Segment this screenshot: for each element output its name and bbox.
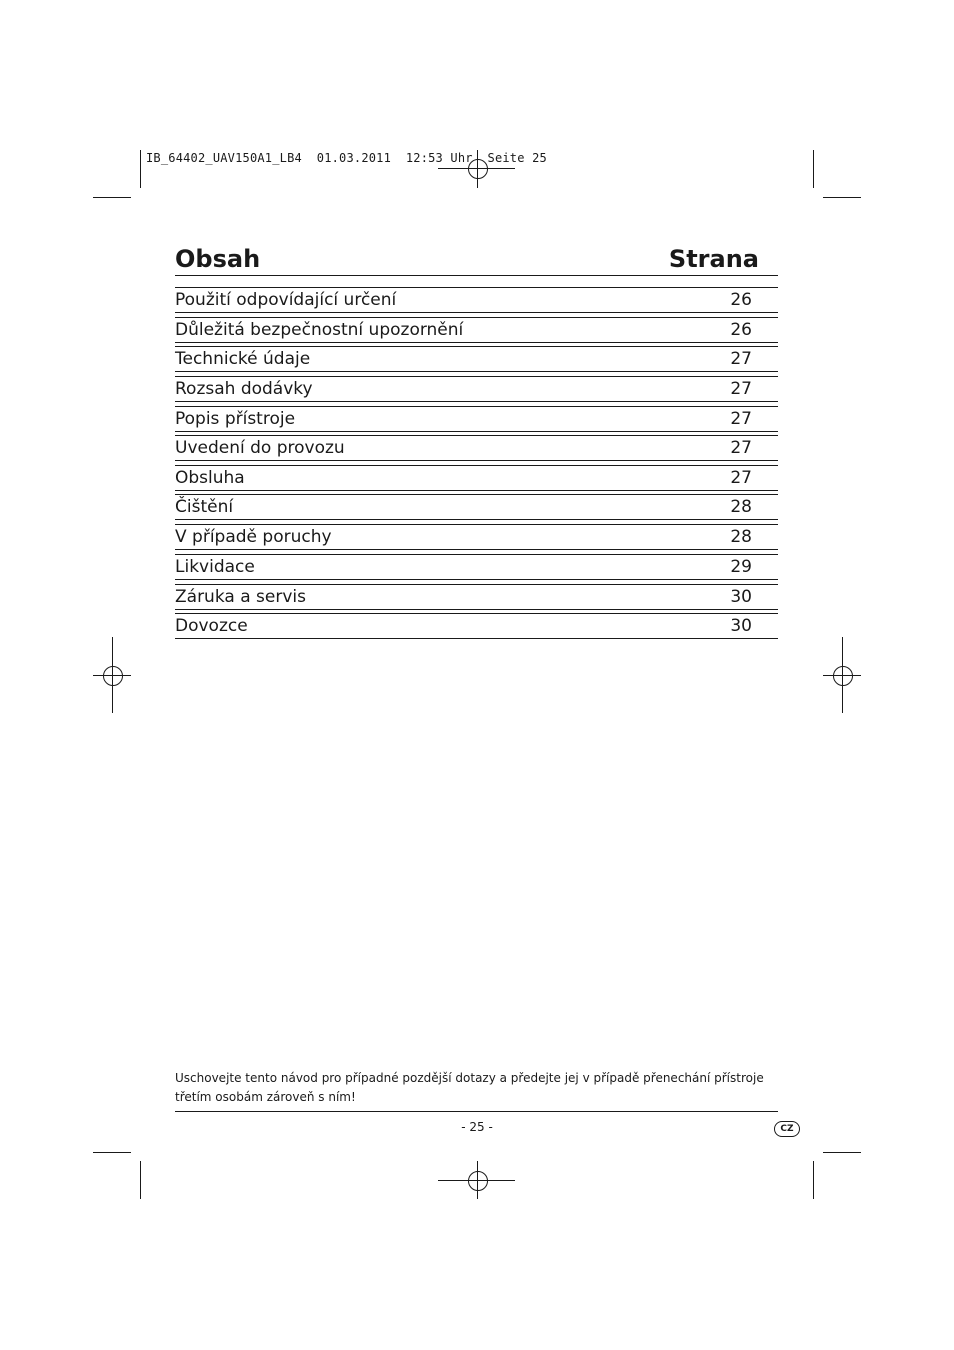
toc-entry[interactable] (175, 613, 778, 639)
crop-mark (140, 1161, 141, 1199)
toc-entry[interactable] (175, 465, 778, 491)
toc-entry-label: Důležitá bezpečnostní upozornění (175, 320, 464, 340)
toc-entry[interactable] (175, 376, 778, 402)
toc-entry-label: Likvidace (175, 557, 255, 577)
page-title: Obsah (175, 245, 261, 273)
crop-mark (823, 1152, 861, 1153)
toc-entry-label: Technické údaje (175, 349, 311, 369)
toc-entry-page: 27 (730, 438, 752, 458)
toc-entry-page: 30 (730, 587, 752, 607)
language-badge: CZ (774, 1121, 800, 1137)
print-slug: IB_64402_UAV150A1_LB4 01.03.2011 12:53 Uhr Seite 25 (146, 151, 547, 165)
crop-mark (93, 1152, 131, 1153)
toc-entry-label: Rozsah dodávky (175, 379, 313, 399)
footer-note: Uschovejte tento návod pro případné pozdější dotazy a předejte jej v případě přenechání přístroje třetím osobám zároveň s ním! (175, 1071, 764, 1104)
toc-entry-label: Obsluha (175, 468, 245, 488)
toc-entry-page: 26 (730, 320, 752, 340)
toc-entry-label: Dovozce (175, 616, 248, 636)
toc-entry-label: Čištění (175, 497, 234, 517)
crop-mark (813, 150, 814, 188)
toc-entry-label: Uvedení do provozu (175, 438, 345, 458)
toc-entry[interactable] (175, 584, 778, 610)
crop-mark (140, 150, 141, 188)
toc-entry-page: 27 (730, 379, 752, 399)
toc-entry-label: Popis přístroje (175, 409, 296, 429)
footer-rule (175, 1111, 778, 1112)
toc-entry-page: 28 (730, 497, 752, 517)
toc-entry[interactable] (175, 317, 778, 343)
toc-entry[interactable] (175, 554, 778, 580)
crop-mark (813, 1161, 814, 1199)
toc-entry-label: Použití odpovídající určení (175, 290, 397, 310)
crop-mark (93, 197, 131, 198)
toc-entry[interactable] (175, 287, 778, 313)
toc-entry-page: 29 (730, 557, 752, 577)
toc-entry[interactable] (175, 346, 778, 372)
title-rule (175, 275, 778, 276)
toc-entry-page: 27 (730, 349, 752, 369)
page-column-header: Strana (668, 245, 759, 273)
toc-entry[interactable] (175, 494, 778, 520)
page-number: - 25 - (461, 1120, 493, 1134)
toc-entry-page: 26 (730, 290, 752, 310)
toc-entry[interactable] (175, 406, 778, 432)
toc-entry-page: 27 (730, 409, 752, 429)
toc-entry[interactable] (175, 435, 778, 461)
toc-entry-label: V případě poruchy (175, 527, 332, 547)
toc-entry-page: 30 (730, 616, 752, 636)
crop-mark (823, 197, 861, 198)
toc-entry[interactable] (175, 524, 778, 550)
toc-entry-page: 28 (730, 527, 752, 547)
toc-entry-label: Záruka a servis (175, 587, 306, 607)
toc-entry-page: 27 (730, 468, 752, 488)
